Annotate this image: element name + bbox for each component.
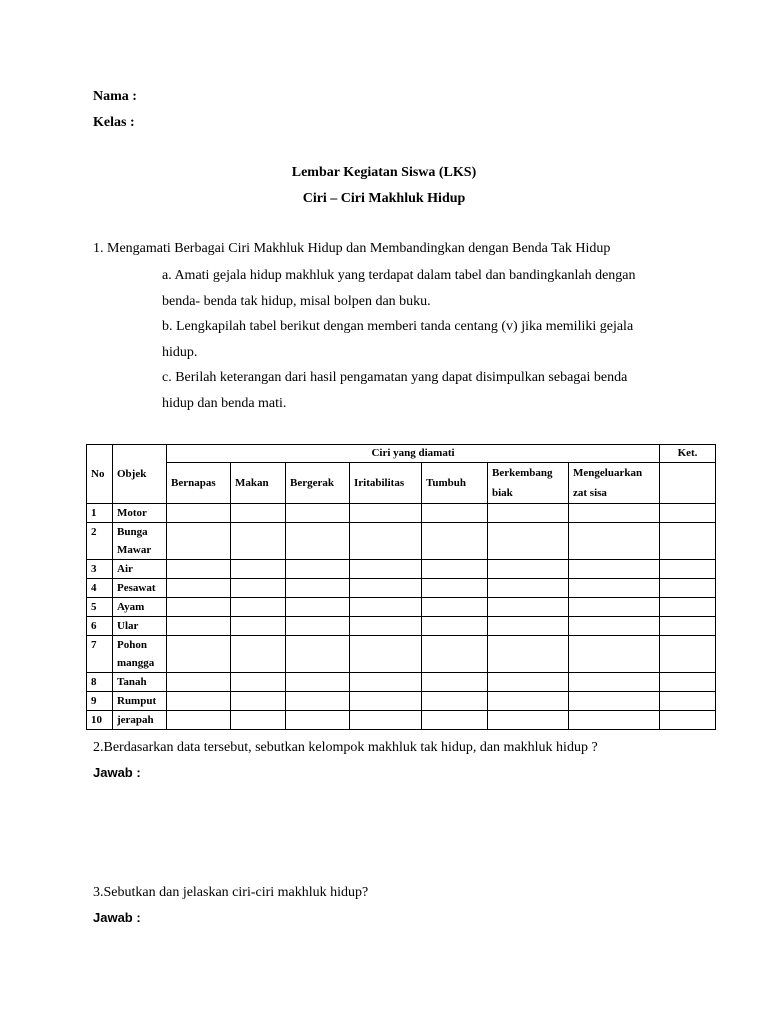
checkbox-cell[interactable] [422, 598, 488, 617]
row-objek-cell: Rumput [113, 692, 167, 711]
checkbox-cell[interactable] [422, 711, 488, 730]
checkbox-cell[interactable] [286, 692, 350, 711]
row-objek-cell: Ayam [113, 598, 167, 617]
col-makan-header: Makan [231, 463, 286, 504]
checkbox-cell[interactable] [488, 636, 569, 673]
checkbox-cell[interactable] [167, 560, 231, 579]
checkbox-cell[interactable] [350, 579, 422, 598]
checkbox-cell[interactable] [231, 560, 286, 579]
checkbox-cell[interactable] [569, 579, 660, 598]
checkbox-cell[interactable] [488, 711, 569, 730]
question2-text: 2.Berdasarkan data tersebut, sebutkan kelompok makhluk tak hidup, dan makhluk hidup ? [93, 740, 598, 755]
checkbox-cell[interactable] [167, 579, 231, 598]
col-mengeluarkan-zat-sisa-header: Mengeluarkan zat sisa [569, 463, 660, 504]
col-objek-header: Objek [113, 445, 167, 504]
row-no-cell: 5 [87, 598, 113, 617]
checkbox-cell[interactable] [488, 560, 569, 579]
checkbox-cell[interactable] [231, 523, 286, 560]
checkbox-cell[interactable] [231, 673, 286, 692]
checkbox-cell[interactable] [569, 692, 660, 711]
checkbox-cell[interactable] [488, 579, 569, 598]
question2-answer-label: Jawab : [93, 765, 141, 780]
ket-cell[interactable] [660, 711, 716, 730]
row-objek-cell: jerapah [113, 711, 167, 730]
nama-label: Nama : [93, 89, 137, 104]
row-objek-cell: Air [113, 560, 167, 579]
checkbox-cell[interactable] [488, 673, 569, 692]
instruction-c-line2: hidup dan benda mati. [162, 396, 287, 411]
checkbox-cell[interactable] [167, 617, 231, 636]
ket-cell[interactable] [660, 636, 716, 673]
row-objek-cell: Bunga Mawar [113, 523, 167, 560]
checkbox-cell[interactable] [569, 598, 660, 617]
col-bernapas-header: Bernapas [167, 463, 231, 504]
row-no-cell: 7 [87, 636, 113, 673]
col-no-header: No [87, 445, 113, 504]
checkbox-cell[interactable] [286, 579, 350, 598]
ket-cell[interactable] [660, 692, 716, 711]
question2-answer-area[interactable] [93, 790, 713, 870]
checkbox-cell[interactable] [422, 673, 488, 692]
row-no-cell: 10 [87, 711, 113, 730]
checkbox-cell[interactable] [422, 579, 488, 598]
checkbox-cell[interactable] [350, 692, 422, 711]
checkbox-cell[interactable] [569, 504, 660, 523]
checkbox-cell[interactable] [350, 711, 422, 730]
checkbox-cell[interactable] [286, 673, 350, 692]
checkbox-cell[interactable] [569, 617, 660, 636]
question3-answer-area[interactable] [93, 935, 713, 1005]
question3-text: 3.Sebutkan dan jelaskan ciri-ciri makhluk hidup? [93, 885, 369, 900]
checkbox-cell[interactable] [422, 692, 488, 711]
checkbox-cell[interactable] [422, 617, 488, 636]
checkbox-cell[interactable] [231, 692, 286, 711]
checkbox-cell[interactable] [231, 504, 286, 523]
row-no-cell: 8 [87, 673, 113, 692]
page-subtitle: Ciri – Ciri Makhluk Hidup [302, 191, 466, 206]
checkbox-cell[interactable] [286, 560, 350, 579]
col-berkembang-biak-header: Berkembang biak [488, 463, 569, 504]
row-objek-cell: Pohon mangga [113, 636, 167, 673]
row-no-cell: 3 [87, 560, 113, 579]
checkbox-cell[interactable] [569, 711, 660, 730]
col-ket-header: Ket. [660, 445, 716, 463]
instruction-a-line1: a. Amati gejala hidup makhluk yang terdapat dalam tabel dan bandingkanlah dengan [162, 268, 636, 283]
table-row [87, 504, 716, 523]
table-row [87, 692, 716, 711]
checkbox-cell[interactable] [286, 598, 350, 617]
question3-answer-label: Jawab : [93, 910, 141, 925]
checkbox-cell[interactable] [167, 523, 231, 560]
checkbox-cell[interactable] [231, 598, 286, 617]
checkbox-cell[interactable] [569, 523, 660, 560]
checkbox-cell[interactable] [286, 504, 350, 523]
checkbox-cell[interactable] [488, 692, 569, 711]
row-no-cell: 1 [87, 504, 113, 523]
row-no-cell: 6 [87, 617, 113, 636]
instruction-b-line1: b. Lengkapilah tabel berikut dengan memberi tanda centang (v) jika memiliki gejala [162, 319, 634, 334]
table-row [87, 673, 716, 692]
checkbox-cell[interactable] [286, 523, 350, 560]
checkbox-cell[interactable] [286, 636, 350, 673]
checkbox-cell[interactable] [422, 523, 488, 560]
row-no-cell: 9 [87, 692, 113, 711]
checkbox-cell[interactable] [231, 711, 286, 730]
checkbox-cell[interactable] [350, 598, 422, 617]
checkbox-cell[interactable] [350, 617, 422, 636]
observation-table [86, 444, 716, 730]
col-ket-subheader [660, 463, 716, 504]
checkbox-cell[interactable] [167, 504, 231, 523]
checkbox-cell[interactable] [488, 523, 569, 560]
checkbox-cell[interactable] [167, 711, 231, 730]
checkbox-cell[interactable] [569, 636, 660, 673]
col-bergerak-header: Bergerak [286, 463, 350, 504]
row-objek-cell: Pesawat [113, 579, 167, 598]
checkbox-cell[interactable] [167, 598, 231, 617]
row-no-cell: 2 [87, 523, 113, 560]
checkbox-cell[interactable] [231, 636, 286, 673]
table-row [87, 711, 716, 730]
ket-cell[interactable] [660, 579, 716, 598]
checkbox-cell[interactable] [488, 617, 569, 636]
section1-heading: 1. Mengamati Berbagai Ciri Makhluk Hidup dan Membandingkan dengan Benda Tak Hidup [93, 241, 611, 256]
table-row [87, 598, 716, 617]
instruction-c-line1: c. Berilah keterangan dari hasil pengamatan yang dapat disimpulkan sebagai benda [162, 370, 628, 385]
row-objek-cell: Tanah [113, 673, 167, 692]
table-row [87, 617, 716, 636]
instruction-a-line2: benda- benda tak hidup, misal bolpen dan buku. [162, 294, 431, 309]
ket-cell[interactable] [660, 598, 716, 617]
checkbox-cell[interactable] [231, 617, 286, 636]
ket-cell[interactable] [660, 617, 716, 636]
table-row [87, 523, 716, 560]
checkbox-cell[interactable] [286, 711, 350, 730]
checkbox-cell[interactable] [167, 636, 231, 673]
table-row [87, 636, 716, 673]
ket-cell[interactable] [660, 673, 716, 692]
checkbox-cell[interactable] [350, 504, 422, 523]
checkbox-cell[interactable] [422, 504, 488, 523]
row-objek-cell: Ular [113, 617, 167, 636]
col-tumbuh-header: Tumbuh [422, 463, 488, 504]
checkbox-cell[interactable] [350, 673, 422, 692]
checkbox-cell[interactable] [569, 673, 660, 692]
checkbox-cell[interactable] [350, 560, 422, 579]
checkbox-cell[interactable] [231, 579, 286, 598]
row-no-cell: 4 [87, 579, 113, 598]
table-row [87, 560, 716, 579]
table-row [87, 579, 716, 598]
instruction-b-line2: hidup. [162, 345, 198, 360]
checkbox-cell[interactable] [167, 692, 231, 711]
row-objek-cell: Motor [113, 504, 167, 523]
checkbox-cell[interactable] [422, 636, 488, 673]
checkbox-cell[interactable] [350, 636, 422, 673]
checkbox-cell[interactable] [167, 673, 231, 692]
ket-cell[interactable] [660, 560, 716, 579]
checkbox-cell[interactable] [488, 504, 569, 523]
ket-cell[interactable] [660, 523, 716, 560]
ket-cell[interactable] [660, 504, 716, 523]
col-iritabilitas-header: Iritabilitas [350, 463, 422, 504]
checkbox-cell[interactable] [286, 617, 350, 636]
ciri-group-header: Ciri yang diamati [167, 445, 660, 463]
checkbox-cell[interactable] [350, 523, 422, 560]
page-title: Lembar Kegiatan Siswa (LKS) [291, 165, 477, 180]
kelas-label: Kelas : [93, 115, 135, 130]
checkbox-cell[interactable] [422, 560, 488, 579]
checkbox-cell[interactable] [488, 598, 569, 617]
checkbox-cell[interactable] [569, 560, 660, 579]
